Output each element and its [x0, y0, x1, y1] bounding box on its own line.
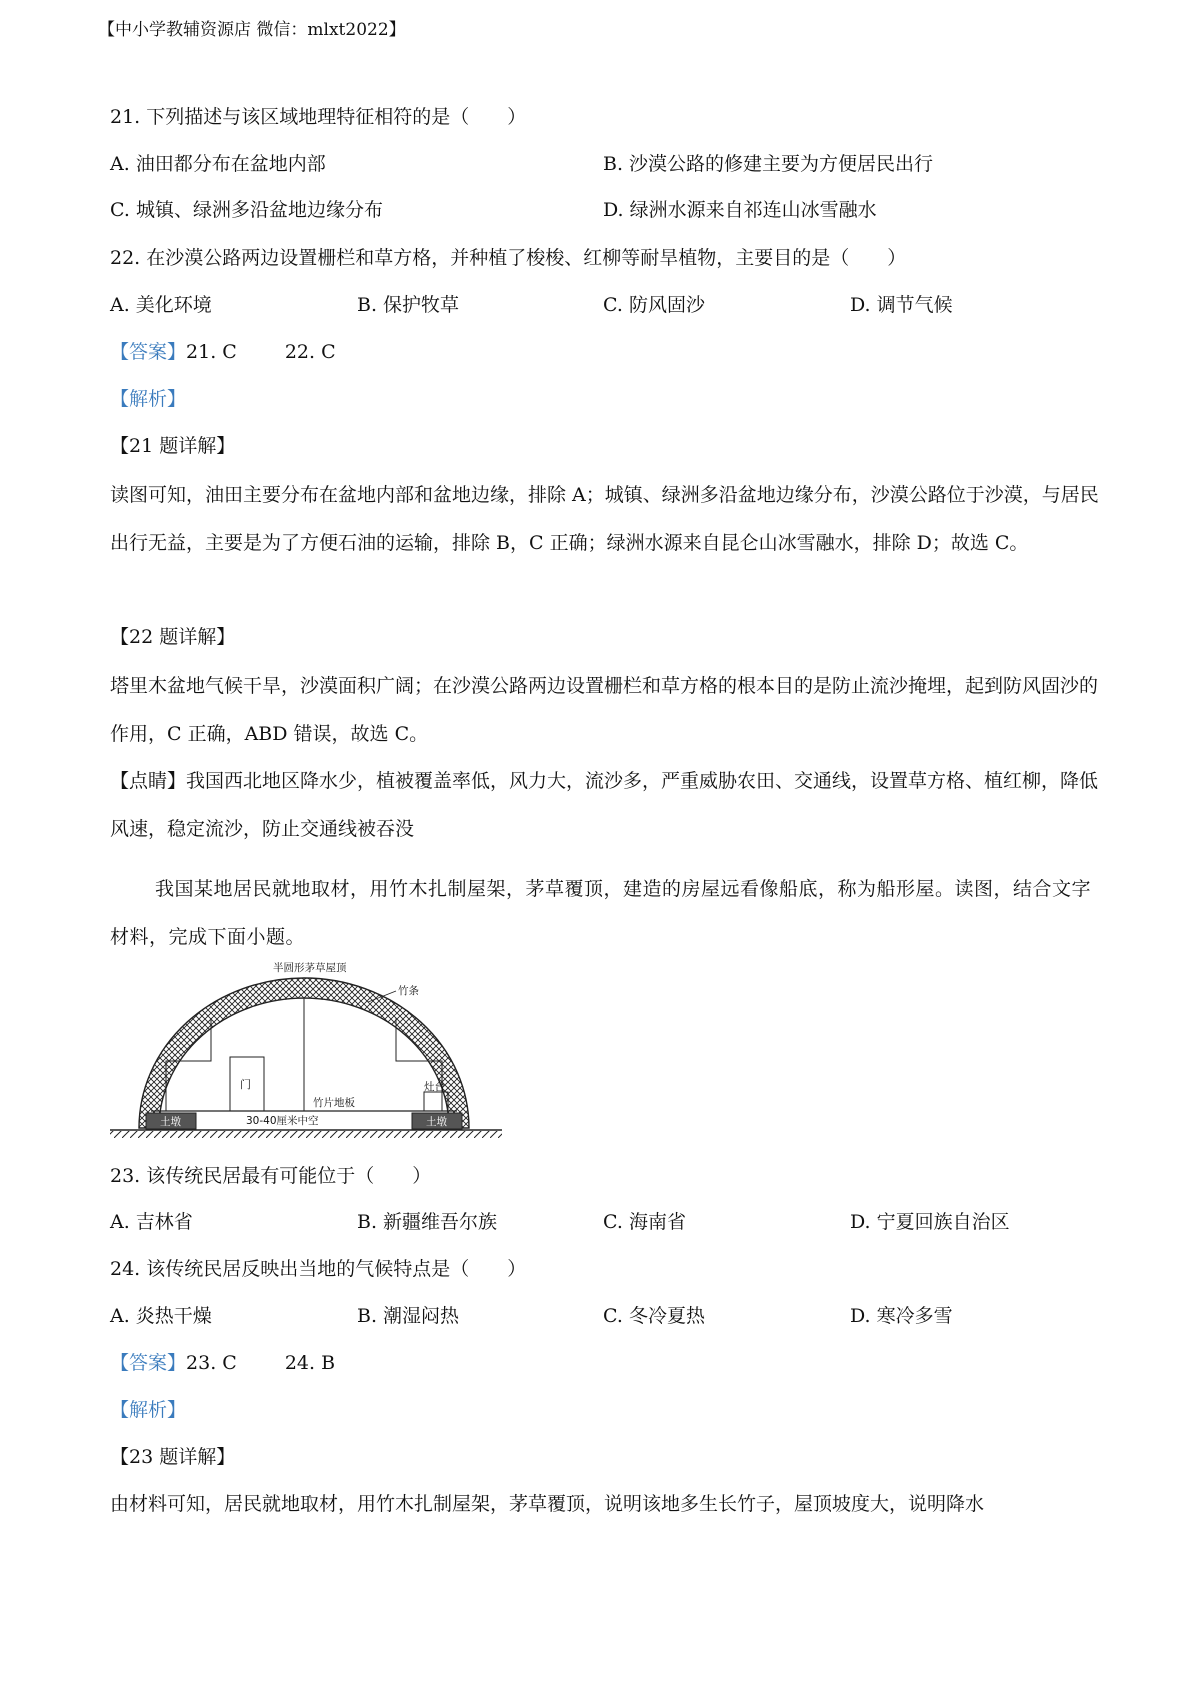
q21-option-b: B. 沙漠公路的修建主要为方便居民出行 [603, 153, 934, 175]
floor-label: 竹片地板 [313, 1097, 355, 1109]
header-watermark: 【中小学教辅资源店 微信：mlxt2022】 [98, 20, 406, 40]
stove-label: 灶台 [424, 1081, 445, 1093]
answer-23: 23. C [186, 1352, 237, 1374]
q24-option-d: D. 寒冷多雪 [850, 1305, 953, 1327]
door-label: 门 [240, 1078, 251, 1091]
detail22-text: 塔里木盆地气候干旱，沙漠面积广阔；在沙漠公路两边设置栅栏和草方格的根本目的是防止流沙掩埋，起到防风固沙的作用，C 正确，ABD 错误，故选 C。 [110, 675, 1099, 745]
detail22-title: 【22 题详解】 [110, 626, 236, 648]
q24-option-a: A. 炎热干燥 [110, 1305, 212, 1327]
hollow-gap-label: 30-40厘米中空 [246, 1115, 319, 1127]
q23-option-b: B. 新疆维吾尔族 [357, 1211, 498, 1233]
answer-block-1 [110, 343, 336, 362]
answer-block-2 [110, 1354, 335, 1373]
q21-option-c: C. 城镇、绿洲多沿盆地边缘分布 [110, 199, 383, 221]
answer-tag: 【答案】 [110, 1352, 187, 1374]
q24-option-c: C. 冬冷夏热 [603, 1305, 705, 1327]
answer-tag: 【答案】 [110, 341, 187, 363]
pier-right-label: 土墩 [426, 1116, 447, 1128]
q22-stem: 22. 在沙漠公路两边设置栅栏和草方格，并种植了梭梭、红柳等耐旱植物，主要目的是（ ） [110, 247, 907, 269]
pier-left-label: 土墩 [160, 1116, 181, 1128]
detail21-text: 读图可知，油田主要分布在盆地内部和盆地边缘，排除 A；城镇、绿洲多沿盆地边缘分布，沙漠公路位于沙漠，与居民出行无益，主要是为了方便石油的运输，排除 B，C 正确；绿洲水源来自昆仑山冰雪融水，排除 D；故选 C。 [110, 484, 1099, 554]
bamboo-strip-label: 竹条 [398, 985, 419, 997]
roof-label: 半圆形茅草屋顶 [273, 962, 347, 974]
q23-option-d: D. 宁夏回族自治区 [850, 1211, 1010, 1233]
q24-stem: 24. 该传统民居反映出当地的气候特点是（ ） [110, 1258, 527, 1280]
q21-option-a: A. 油田都分布在盆地内部 [110, 153, 326, 175]
detail23-title: 【23 题详解】 [110, 1446, 236, 1468]
detail21-title: 【21 题详解】 [110, 435, 236, 457]
q23-stem: 23. 该传统民居最有可能位于（ ） [110, 1165, 432, 1187]
q24-option-b: B. 潮湿闷热 [357, 1305, 460, 1327]
analysis-tag-1: 【解析】 [110, 388, 187, 410]
q21-stem: 21. 下列描述与该区域地理特征相符的是（ ） [110, 106, 527, 128]
tip-text: 【点睛】我国西北地区降水少，植被覆盖率低，风力大，流沙多，严重威胁农田、交通线，设置草方格、植红柳，降低风速，稳定流沙，防止交通线被吞没 [110, 770, 1099, 840]
q23-option-c: C. 海南省 [603, 1211, 686, 1233]
q23-option-a: A. 吉林省 [110, 1211, 193, 1233]
q22-option-b: B. 保护牧草 [357, 294, 460, 316]
answer-22: 22. C [284, 341, 336, 363]
answer-24: 24. B [284, 1352, 336, 1374]
boat-house-figure [106, 962, 506, 1157]
answer-21: 21. C [186, 341, 237, 363]
ground [110, 1131, 502, 1138]
analysis-tag-2: 【解析】 [110, 1399, 187, 1421]
q22-option-c: C. 防风固沙 [603, 294, 705, 316]
q22-option-d: D. 调节气候 [850, 294, 953, 316]
q22-option-a: A. 美化环境 [110, 294, 212, 316]
material-intro: 我国某地居民就地取材，用竹木扎制屋架，茅草覆顶，建造的房屋远看像船底，称为船形屋。读图，结合文字材料，完成下面小题。 [110, 878, 1092, 948]
q21-option-d: D. 绿洲水源来自祁连山冰雪融水 [603, 199, 877, 221]
detail23-text: 由材料可知，居民就地取材，用竹木扎制屋架，茅草覆顶，说明该地多生长竹子，屋顶坡度大，说明降水 [110, 1493, 985, 1515]
